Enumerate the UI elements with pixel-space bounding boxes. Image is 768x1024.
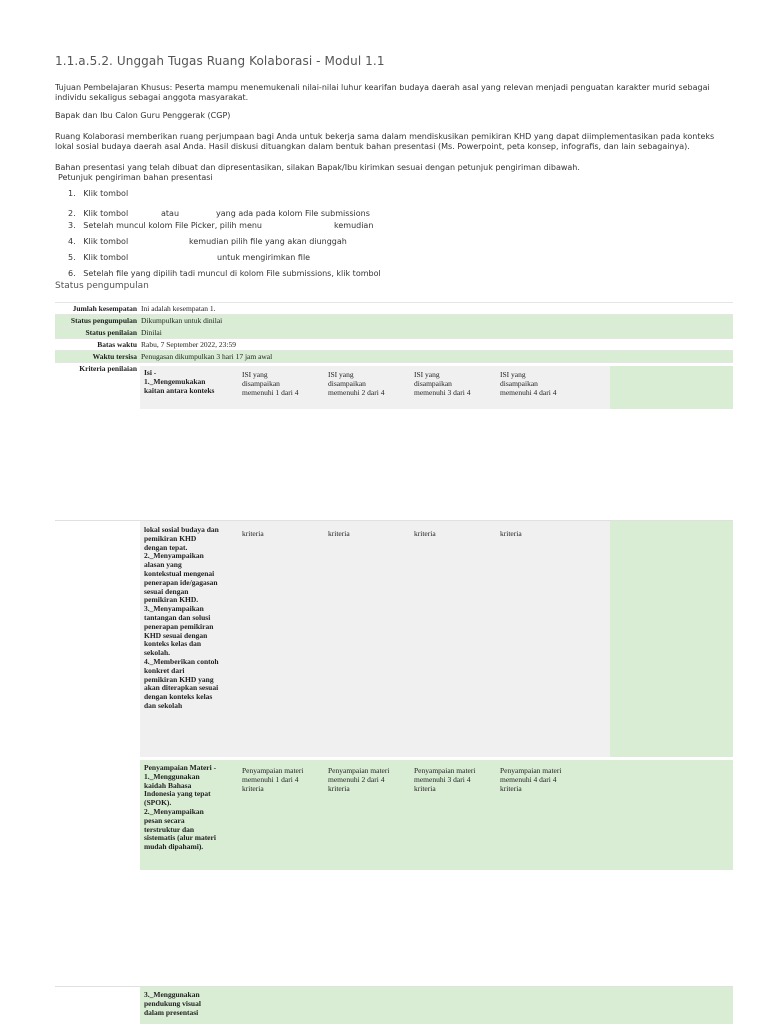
rubric-green-visual <box>140 987 733 1024</box>
step-item: 4. Klik tombol <box>68 237 129 246</box>
criterion-content-cont: lokal sosial budaya dan pemikiran KHD dengan tepat. 2._Menyampaikan alasan yang kontekstual mengenai penerapan ide/gagasan sesuai dengan pemikiran KHD. 3._Menyampaikan tantangan dan solusi penerapan pemikiran KHD sesuai dengan konteks kelas dan sekolah. 4._Memberikan contoh konkret dari pemikiran KHD yang akan diterapkan sesuai dengan konteks kelas dan sekolah <box>144 525 219 710</box>
step-4-tail: kemudian pilih file yang akan diunggah <box>189 237 347 246</box>
level-1-cell: kriteria <box>242 529 264 538</box>
step-item: 3. Setelah muncul kolom File Picker, pilih menu <box>68 221 262 230</box>
status-heading: Status pengumpulan <box>55 281 149 291</box>
step-item: 2. Klik tombol <box>68 209 129 218</box>
objective-text: Tujuan Pembelajaran Khusus: Peserta mampu menemukenali nilai-nilai luhur kearifan budaya daerah asal yang relevan menjadi penguatan karakter murid sebagai individu sekaligus sebagai anggota masyarakat. <box>55 83 710 102</box>
row-label: Waktu tersisa <box>92 352 137 361</box>
criterion-content-head: Isi - 1._Mengemukakan kaitan antara konteks <box>144 368 215 395</box>
step-2-tail: yang ada pada kolom File submissions <box>216 209 370 218</box>
row-label: Kriteria penilaian <box>79 364 137 373</box>
level-4-cell: ISI yang disampaikan memenuhi 4 dari 4 <box>500 370 557 397</box>
row-value: Penugasan dikumpulkan 3 hari 17 jam awal <box>141 352 273 361</box>
row-value: Dikumpulkan untuk dinilai <box>141 316 223 325</box>
page-title: 1.1.a.5.2. Unggah Tugas Ruang Kolaborasi - Modul 1.1 <box>55 54 385 68</box>
step-5-tail: untuk mengirimkan file <box>217 253 311 262</box>
level-1-cell: ISI yang disampaikan memenuhi 1 dari 4 <box>242 370 299 397</box>
criterion-materi-cont: 3._Menggunakan pendukung visual dalam presentasi <box>144 990 201 1017</box>
level-4-cell: kriteria <box>500 529 522 538</box>
rubric-green-top <box>610 366 733 409</box>
step-2-or: atau <box>161 209 180 218</box>
level-2-cell: kriteria <box>328 529 350 538</box>
greeting-text: Bapak dan Ibu Calon Guru Penggerak (CGP) <box>55 111 231 120</box>
row-value: Ini adalah kesempatan 1. <box>141 304 216 313</box>
step-item: 1. Klik tombol <box>68 189 129 198</box>
level-2-cell: Penyampaian materi memenuhi 2 dari 4 kriteria <box>328 766 390 793</box>
steps-heading: Petunjuk pengiriman bahan presentasi <box>58 173 213 182</box>
row-label: Jumlah kesempatan <box>72 304 137 313</box>
row-label: Status penilaian <box>85 328 137 337</box>
level-2-cell: ISI yang disampaikan memenuhi 2 dari 4 <box>328 370 385 397</box>
level-1-cell: Penyampaian materi memenuhi 1 dari 4 kriteria <box>242 766 304 793</box>
step-3-tail: kemudian <box>334 221 374 230</box>
level-3-cell: kriteria <box>414 529 436 538</box>
level-3-cell: ISI yang disampaikan memenuhi 3 dari 4 <box>414 370 471 397</box>
instruction-text: Bahan presentasi yang telah dibuat dan dipresentasikan, silakan Bapak/Ibu kirimkan sesuai dengan petunjuk pengiriman dibawah. <box>55 163 580 172</box>
rubric-green-cont <box>610 521 733 757</box>
row-value: Dinilai <box>141 328 162 337</box>
level-4-cell: Penyampaian materi memenuhi 4 dari 4 kriteria <box>500 766 562 793</box>
description-text: Ruang Kolaborasi memberikan ruang perjumpaan bagi Anda untuk bekerja sama dalam mendiskusikan pemikiran KHD yang dapat diimplementasikan pada konteks lokal sosial budaya daerah asal Anda. Hasil diskusi dituangkan dalam bentuk bahan presentasi (Ms. Powerpoint, peta konsep, infografis, dan lain sebagainya). <box>55 132 715 151</box>
row-label: Batas waktu <box>97 340 137 349</box>
step-item: 6. Setelah file yang dipilih tadi muncul di kolom File submissions, klik tombol <box>68 269 381 278</box>
row-label: Status pengumpulan <box>70 316 137 325</box>
criterion-materi-head: Penyampaian Materi - 1._Menggunakan kaidah Bahasa Indonesia yang tepat (SPOK). 2._Menyampaikan pesan secara terstruktur dan sistematis (alur materi mudah dipahami). <box>144 763 217 852</box>
level-3-cell: Penyampaian materi memenuhi 3 dari 4 kriteria <box>414 766 476 793</box>
row-value: Rabu, 7 September 2022, 23:59 <box>141 340 236 349</box>
step-item: 5. Klik tombol <box>68 253 129 262</box>
